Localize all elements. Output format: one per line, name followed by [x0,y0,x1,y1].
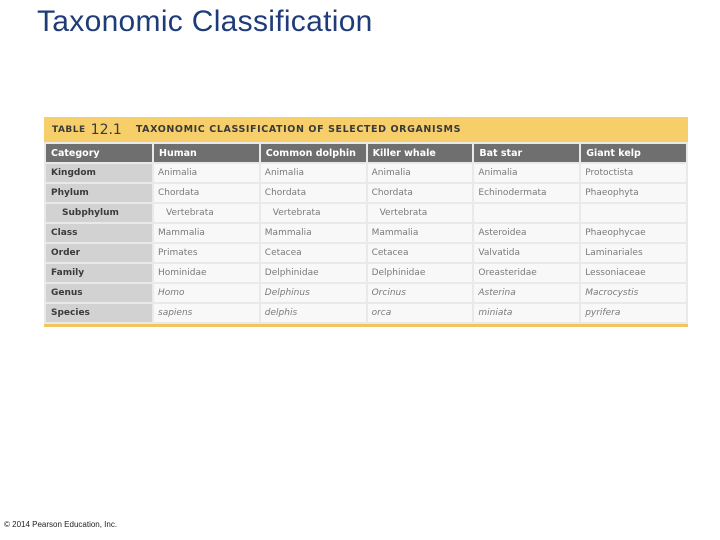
row-label-phylum: Phylum [46,184,152,202]
table-cell: Primates [154,244,259,262]
table-cell [581,204,686,222]
taxonomy-table [44,142,688,324]
classification-table [44,117,688,327]
table-cell: Vertebrata [261,204,366,222]
table-cell: Vertebrata [368,204,473,222]
table-cell [474,204,579,222]
table-cell: Cetacea [261,244,366,262]
row-label-species: Species [46,304,152,322]
table-cell: pyrifera [581,304,686,322]
column-header-row [46,144,686,162]
table-cell: Phaeophycae [581,224,686,242]
table-cell: Orcinus [368,284,473,302]
column-header-category: Category [46,144,152,162]
table-header [44,117,688,142]
table-cell: Hominidae [154,264,259,282]
table-cell: Vertebrata [154,204,259,222]
table-row [46,224,686,242]
table-cell: Cetacea [368,244,473,262]
row-label-class: Class [46,224,152,242]
table-cell: Macrocystis [581,284,686,302]
table-cell: Valvatida [474,244,579,262]
row-label-kingdom: Kingdom [46,164,152,182]
table-cell: Delphinidae [368,264,473,282]
column-header-bat-star: Bat star [474,144,579,162]
row-label-genus: Genus [46,284,152,302]
table-row [46,164,686,182]
table-cell: Chordata [154,184,259,202]
table-row [46,184,686,202]
table-cell: Animalia [368,164,473,182]
table-row [46,264,686,282]
table-cell: Chordata [368,184,473,202]
row-label-order: Order [46,244,152,262]
slide-title: Taxonomic Classification [37,5,373,38]
table-cell: Oreasteridae [474,264,579,282]
table-number: 12.1 [90,121,122,138]
row-label-subphylum: Subphylum [46,204,152,222]
table-cell: miniata [474,304,579,322]
table-cell: orca [368,304,473,322]
table-label: TABLE [52,124,86,135]
table-cell: Delphinus [261,284,366,302]
table-cell: Protoctista [581,164,686,182]
column-header-giant-kelp: Giant kelp [581,144,686,162]
table-cell: Mammalia [368,224,473,242]
table-cell: Mammalia [261,224,366,242]
copyright-notice: © 2014 Pearson Education, Inc. [4,520,118,529]
table-cell: Asteroidea [474,224,579,242]
table-cell: Homo [154,284,259,302]
table-row [46,284,686,302]
table-cell: Animalia [474,164,579,182]
table-row [46,204,686,222]
table-cell: Animalia [261,164,366,182]
table-cell: Mammalia [154,224,259,242]
table-cell: Echinodermata [474,184,579,202]
column-header-common-dolphin: Common dolphin [261,144,366,162]
table-cell: sapiens [154,304,259,322]
table-cell: Delphinidae [261,264,366,282]
table-caption: TAXONOMIC CLASSIFICATION OF SELECTED ORGANISMS [135,124,462,135]
table-row [46,244,686,262]
table-cell: Asterina [474,284,579,302]
column-header-human: Human [154,144,259,162]
table-row [46,304,686,322]
row-label-family: Family [46,264,152,282]
column-header-killer-whale: Killer whale [368,144,473,162]
table-cell: Animalia [154,164,259,182]
table-cell: Chordata [261,184,366,202]
table-cell: Laminariales [581,244,686,262]
table-cell: Phaeophyta [581,184,686,202]
table-cell: delphis [261,304,366,322]
table-cell: Lessoniaceae [581,264,686,282]
